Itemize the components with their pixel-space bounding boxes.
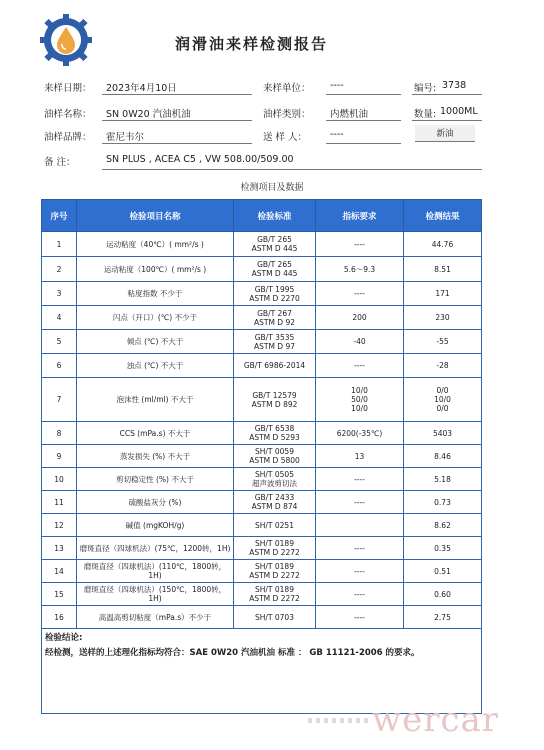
standard-line: ASTM D 2272 bbox=[249, 594, 300, 603]
table-row bbox=[42, 560, 482, 583]
row-no: 7 bbox=[42, 378, 77, 422]
standard-line: ASTM D 97 bbox=[253, 341, 296, 351]
row-standard bbox=[234, 257, 316, 282]
table-row bbox=[42, 445, 482, 468]
sample-unit-label: 来样单位： bbox=[263, 83, 311, 94]
row-result: 5.18 bbox=[404, 468, 482, 491]
row-item: 倾点 (℃) 不大于 bbox=[77, 330, 234, 354]
decorative-dots bbox=[308, 718, 370, 723]
standard-line: ASTM D 2270 bbox=[249, 293, 300, 303]
row-standard bbox=[234, 282, 316, 306]
standard-line: GB/T 265 bbox=[257, 235, 292, 244]
quantity-value: 1000ML bbox=[440, 106, 478, 117]
gear-oil-drop-logo bbox=[40, 14, 92, 66]
oil-type-label: 油样类别： bbox=[263, 109, 311, 120]
row-requirement bbox=[316, 378, 404, 422]
row-item: 粘度指数 不少于 bbox=[77, 282, 234, 306]
row-requirement: ---- bbox=[316, 583, 404, 606]
requirement-line: 50/0 bbox=[351, 395, 368, 404]
results-table bbox=[41, 199, 482, 714]
oil-name-label: 油样名称： bbox=[44, 109, 92, 120]
row-standard: SH/T 0703 bbox=[234, 606, 316, 629]
row-result: -28 bbox=[404, 354, 482, 378]
row-result: 0.73 bbox=[404, 491, 482, 514]
row-item: 磨斑直径（四球机法）(75℃，1200转，1H) bbox=[77, 537, 234, 560]
row-no: 13 bbox=[42, 537, 77, 560]
row-requirement: 5.6～9.3 bbox=[316, 257, 404, 282]
quantity-label: 数量: bbox=[414, 109, 437, 120]
standard-line: GB/T 1995 bbox=[254, 284, 295, 294]
row-no: 6 bbox=[42, 354, 77, 378]
standard-line: ASTM D 874 bbox=[251, 502, 298, 511]
table-header-row bbox=[42, 200, 482, 232]
row-result: 44.76 bbox=[404, 232, 482, 257]
remark-value: SN PLUS , ACEA C5 , VW 508.00/509.00 bbox=[106, 154, 294, 165]
table-row bbox=[42, 422, 482, 445]
row-no: 8 bbox=[42, 422, 77, 445]
row-result: 230 bbox=[404, 306, 482, 330]
row-result: 2.75 bbox=[404, 606, 482, 629]
result-line: 10/0 bbox=[434, 395, 451, 404]
row-standard bbox=[234, 330, 316, 354]
row-standard: GB/T 6986-2014 bbox=[234, 354, 316, 378]
row-result: 8.51 bbox=[404, 257, 482, 282]
new-oil-tag: 新油 bbox=[415, 125, 475, 142]
report-title: 润滑油来样检测报告 bbox=[175, 35, 329, 53]
row-no: 3 bbox=[42, 282, 77, 306]
row-no: 9 bbox=[42, 445, 77, 468]
row-standard: SH/T 0251 bbox=[234, 514, 316, 537]
standard-line: ASTM D 5293 bbox=[249, 433, 300, 442]
row-no: 11 bbox=[42, 491, 77, 514]
requirement-line: 10/0 bbox=[351, 386, 368, 395]
row-item: 运动粘度（40℃）( mm²/s ) bbox=[77, 232, 234, 257]
row-result: 0.60 bbox=[404, 583, 482, 606]
col-header-no: 序号 bbox=[42, 200, 77, 232]
row-requirement: ---- bbox=[316, 232, 404, 257]
standard-line: ASTM D 892 bbox=[251, 399, 298, 409]
row-requirement: ---- bbox=[316, 282, 404, 306]
row-standard bbox=[234, 583, 316, 606]
row-result: 0.51 bbox=[404, 560, 482, 583]
row-standard bbox=[234, 378, 316, 422]
col-header-result: 检测结果 bbox=[404, 200, 482, 232]
standard-line: GB/T 265 bbox=[257, 260, 292, 269]
row-no: 2 bbox=[42, 257, 77, 282]
table-row bbox=[42, 514, 482, 537]
standard-line: GB/T 12579 bbox=[252, 390, 297, 400]
oil-brand-value: 霍尼韦尔 bbox=[106, 132, 145, 143]
row-requirement bbox=[316, 514, 404, 537]
row-item: 磨斑直径（四球机法）(150℃，1800转，1H) bbox=[77, 583, 234, 606]
row-standard bbox=[234, 422, 316, 445]
standard-line: GB/T 3535 bbox=[254, 332, 295, 342]
table-row bbox=[42, 606, 482, 629]
row-no: 16 bbox=[42, 606, 77, 629]
row-requirement: 13 bbox=[316, 445, 404, 468]
standard-line: ASTM D 2272 bbox=[249, 571, 300, 580]
row-result: 8.62 bbox=[404, 514, 482, 537]
standard-line: SH/T 0189 bbox=[255, 539, 294, 548]
conclusion-text: 经检测，送样的上述理化指标均符合：SAE 0W20 汽油机油 标准 ： GB 11121-2006 的要求。 bbox=[45, 648, 420, 658]
row-requirement: -40 bbox=[316, 330, 404, 354]
standard-line: SH/T 0189 bbox=[255, 585, 294, 594]
sample-unit-value: ---- bbox=[330, 80, 344, 91]
table-row bbox=[42, 330, 482, 354]
row-no: 14 bbox=[42, 560, 77, 583]
row-item: 硫酸盐灰分 (%) bbox=[77, 491, 234, 514]
standard-line: GB/T 267 bbox=[257, 308, 292, 318]
watermark: wercar bbox=[372, 700, 500, 740]
serial-no-label: 编号: bbox=[414, 83, 437, 94]
row-result: 0.35 bbox=[404, 537, 482, 560]
row-requirement: 200 bbox=[316, 306, 404, 330]
table-row bbox=[42, 468, 482, 491]
table-row bbox=[42, 583, 482, 606]
row-item: 浊点 (℃) 不大于 bbox=[77, 354, 234, 378]
row-result bbox=[404, 378, 482, 422]
section-title: 检测项目及数据 bbox=[240, 183, 304, 193]
row-result: -55 bbox=[404, 330, 482, 354]
row-requirement: 6200(-35℃) bbox=[316, 422, 404, 445]
standard-line: GB/T 2433 bbox=[254, 493, 295, 502]
row-standard bbox=[234, 445, 316, 468]
row-requirement: ---- bbox=[316, 354, 404, 378]
row-standard bbox=[234, 306, 316, 330]
standard-line: ASTM D 445 bbox=[251, 244, 298, 253]
sender-label: 送 样 人： bbox=[263, 132, 308, 143]
row-result: 171 bbox=[404, 282, 482, 306]
row-item: 蒸发损失 (%) 不大于 bbox=[77, 445, 234, 468]
row-requirement: ---- bbox=[316, 491, 404, 514]
row-requirement: ---- bbox=[316, 537, 404, 560]
row-item: CCS (mPa.s) 不大于 bbox=[77, 422, 234, 445]
remark-label: 备 注： bbox=[44, 157, 76, 168]
row-no: 15 bbox=[42, 583, 77, 606]
row-no: 4 bbox=[42, 306, 77, 330]
standard-line: 超声波剪切法 bbox=[252, 479, 297, 488]
row-requirement: ---- bbox=[316, 560, 404, 583]
oil-type-value: 内燃机油 bbox=[330, 109, 369, 120]
table-row bbox=[42, 491, 482, 514]
table-row bbox=[42, 232, 482, 257]
sample-date-label: 来样日期： bbox=[44, 83, 92, 94]
row-requirement: ---- bbox=[316, 468, 404, 491]
row-item: 磨斑直径（四球机法）(110℃，1800转，1H) bbox=[77, 560, 234, 583]
col-header-requirement: 指标要求 bbox=[316, 200, 404, 232]
table-row bbox=[42, 282, 482, 306]
table-row bbox=[42, 257, 482, 282]
table-row bbox=[42, 354, 482, 378]
result-line: 0/0 bbox=[436, 404, 449, 413]
row-item: 剪切稳定性 (%) 不大于 bbox=[77, 468, 234, 491]
standard-line: ASTM D 2272 bbox=[249, 548, 300, 557]
standard-line: ASTM D 5800 bbox=[249, 456, 300, 465]
oil-brand-label: 油样品牌： bbox=[44, 132, 92, 143]
row-standard bbox=[234, 468, 316, 491]
col-header-item: 检验项目名称 bbox=[77, 200, 234, 232]
row-standard bbox=[234, 537, 316, 560]
standard-line: GB/T 6538 bbox=[254, 424, 295, 433]
oil-name-value: SN 0W20 汽油机油 bbox=[106, 109, 191, 120]
row-no: 12 bbox=[42, 514, 77, 537]
row-result: 8.46 bbox=[404, 445, 482, 468]
sample-date-value: 2023年4月10日 bbox=[106, 83, 177, 94]
row-item: 闪点（开口）(℃) 不少于 bbox=[77, 306, 234, 330]
standard-line: SH/T 0059 bbox=[255, 447, 294, 456]
standard-line: ASTM D 445 bbox=[251, 269, 298, 278]
row-item: 高温高剪切粘度（mPa.s）不少于 bbox=[77, 606, 234, 629]
sender-value: ---- bbox=[330, 129, 344, 140]
row-no: 10 bbox=[42, 468, 77, 491]
row-item: 泡沫性 (ml/ml) 不大于 bbox=[77, 378, 234, 422]
standard-line: SH/T 0189 bbox=[255, 562, 294, 571]
row-standard bbox=[234, 560, 316, 583]
conclusion-title: 检验结论: bbox=[45, 633, 83, 643]
row-standard bbox=[234, 232, 316, 257]
row-requirement: ---- bbox=[316, 606, 404, 629]
row-no: 1 bbox=[42, 232, 77, 257]
row-standard bbox=[234, 491, 316, 514]
table-row bbox=[42, 537, 482, 560]
result-line: 0/0 bbox=[436, 386, 449, 395]
table-row bbox=[42, 378, 482, 422]
standard-line: SH/T 0505 bbox=[255, 470, 294, 479]
row-result: 5403 bbox=[404, 422, 482, 445]
serial-no-value: 3738 bbox=[442, 80, 467, 91]
row-item: 运动粘度（100℃）( mm²/s ) bbox=[77, 257, 234, 282]
standard-line: ASTM D 92 bbox=[253, 317, 296, 327]
row-item: 碱值 (mgKOH/g) bbox=[77, 514, 234, 537]
row-no: 5 bbox=[42, 330, 77, 354]
requirement-line: 10/0 bbox=[351, 404, 368, 413]
col-header-standard: 检验标准 bbox=[234, 200, 316, 232]
table-row bbox=[42, 306, 482, 330]
